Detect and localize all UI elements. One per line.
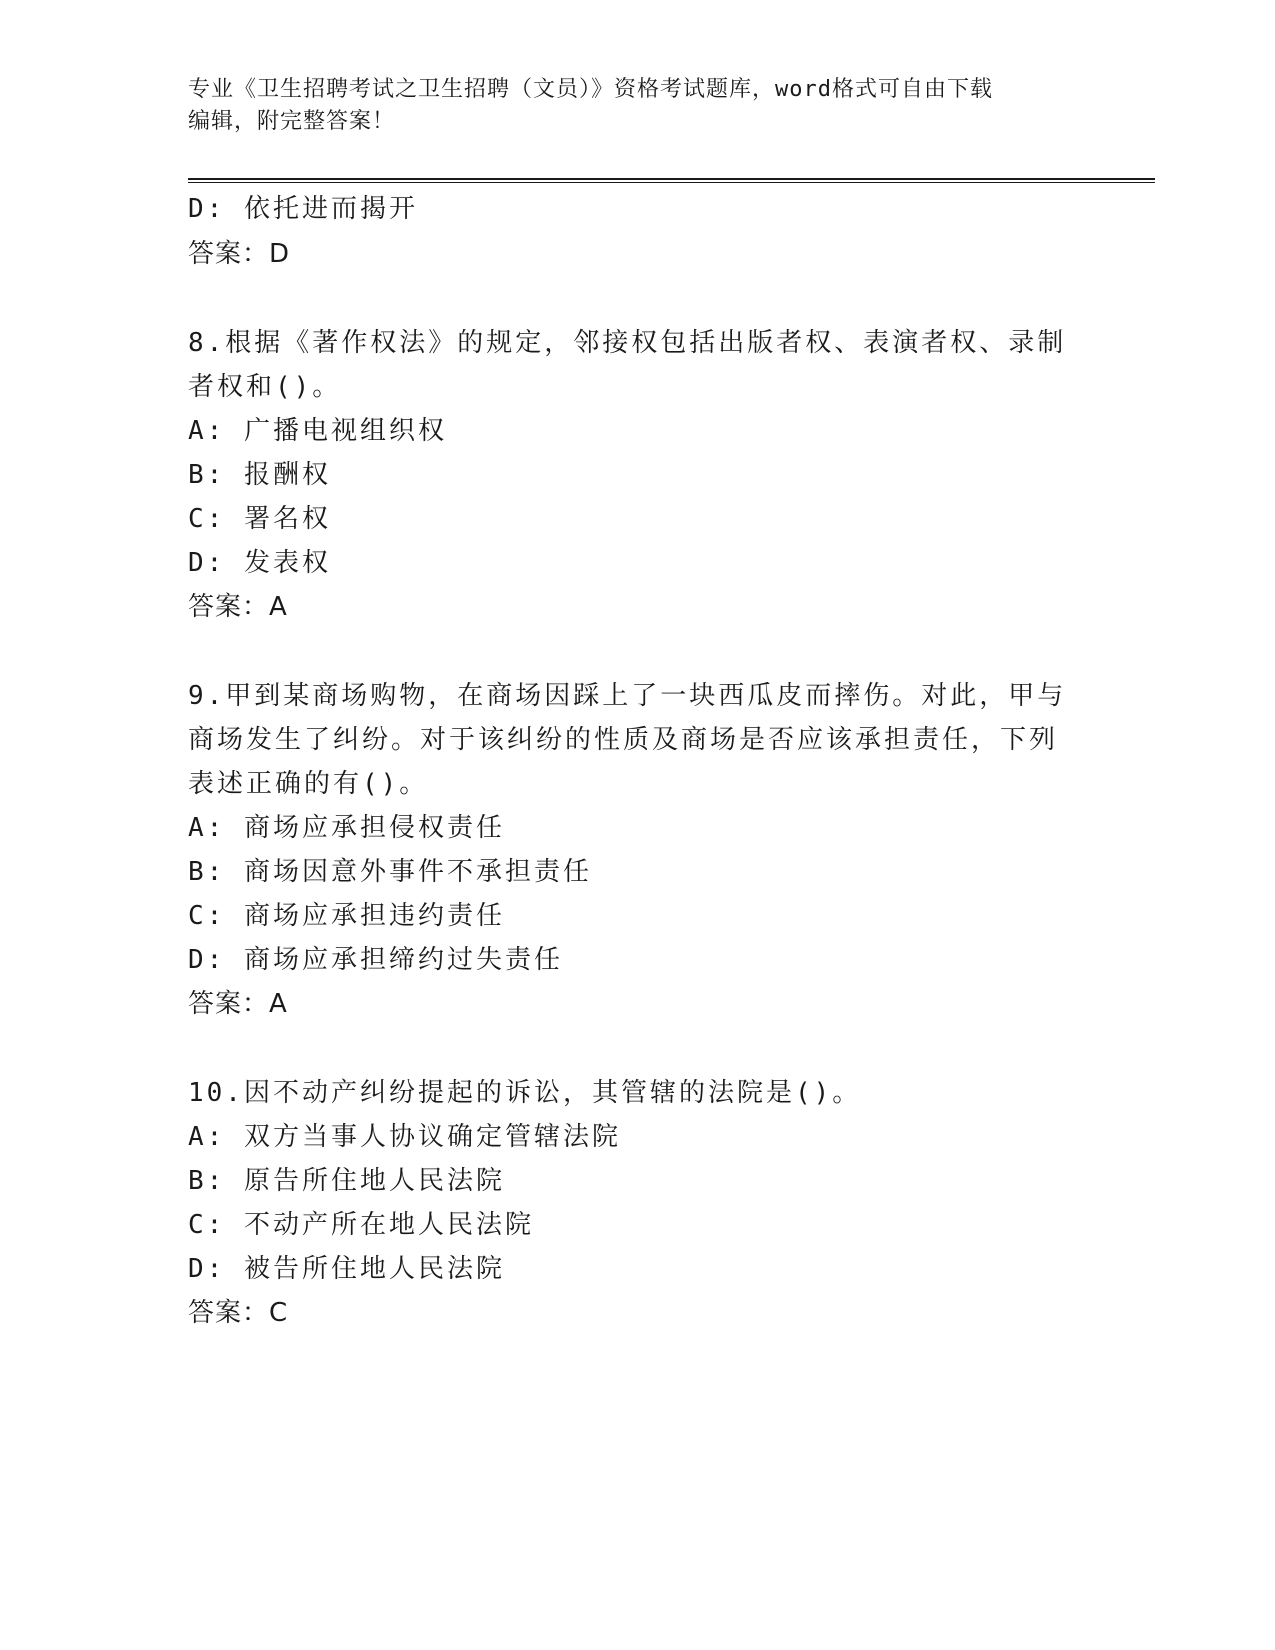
document-header bbox=[188, 74, 1088, 138]
header-rule-thick bbox=[188, 178, 1155, 180]
question-stem-line: 者权和()。 bbox=[188, 372, 342, 402]
option-b: B: 报酬权 bbox=[188, 460, 331, 490]
question-stem-line: 表述正确的有()。 bbox=[188, 769, 429, 799]
option-d: D: 依托进而揭开 bbox=[188, 194, 418, 224]
option-d: D: 发表权 bbox=[188, 548, 331, 578]
question-stem-line: 10.因不动产纠纷提起的诉讼，其管辖的法院是()。 bbox=[188, 1078, 862, 1108]
option-a: A: 双方当事人协议确定管辖法院 bbox=[188, 1122, 621, 1152]
answer: 答案：A bbox=[188, 989, 288, 1019]
header-rule-thin bbox=[188, 182, 1155, 183]
answer: 答案：A bbox=[188, 592, 288, 622]
option-c: C: 商场应承担违约责任 bbox=[188, 901, 505, 931]
option-a: A: 广播电视组织权 bbox=[188, 416, 447, 446]
question-stem-line: 8.根据《著作权法》的规定，邻接权包括出版者权、表演者权、录制 bbox=[188, 328, 1067, 358]
option-c: C: 不动产所在地人民法院 bbox=[188, 1210, 534, 1240]
question-stem-line: 商场发生了纠纷。对于该纠纷的性质及商场是否应该承担责任，下列 bbox=[188, 725, 1059, 755]
answer: 答案：C bbox=[188, 1298, 289, 1328]
header-line-1: 专业《卫生招聘考试之卫生招聘（文员）》资格考试题库，word格式可自由下载 bbox=[188, 77, 993, 102]
option-a: A: 商场应承担侵权责任 bbox=[188, 813, 505, 843]
option-d: D: 商场应承担缔约过失责任 bbox=[188, 945, 563, 975]
option-c: C: 署名权 bbox=[188, 504, 331, 534]
option-d: D: 被告所住地人民法院 bbox=[188, 1254, 505, 1284]
answer: 答案：D bbox=[188, 239, 291, 269]
option-b: B: 商场因意外事件不承担责任 bbox=[188, 857, 592, 887]
option-b: B: 原告所住地人民法院 bbox=[188, 1166, 505, 1196]
header-line-2: 编辑，附完整答案！ bbox=[188, 109, 396, 134]
question-stem-line: 9.甲到某商场购物，在商场因踩上了一块西瓜皮而摔伤。对此，甲与 bbox=[188, 681, 1067, 711]
